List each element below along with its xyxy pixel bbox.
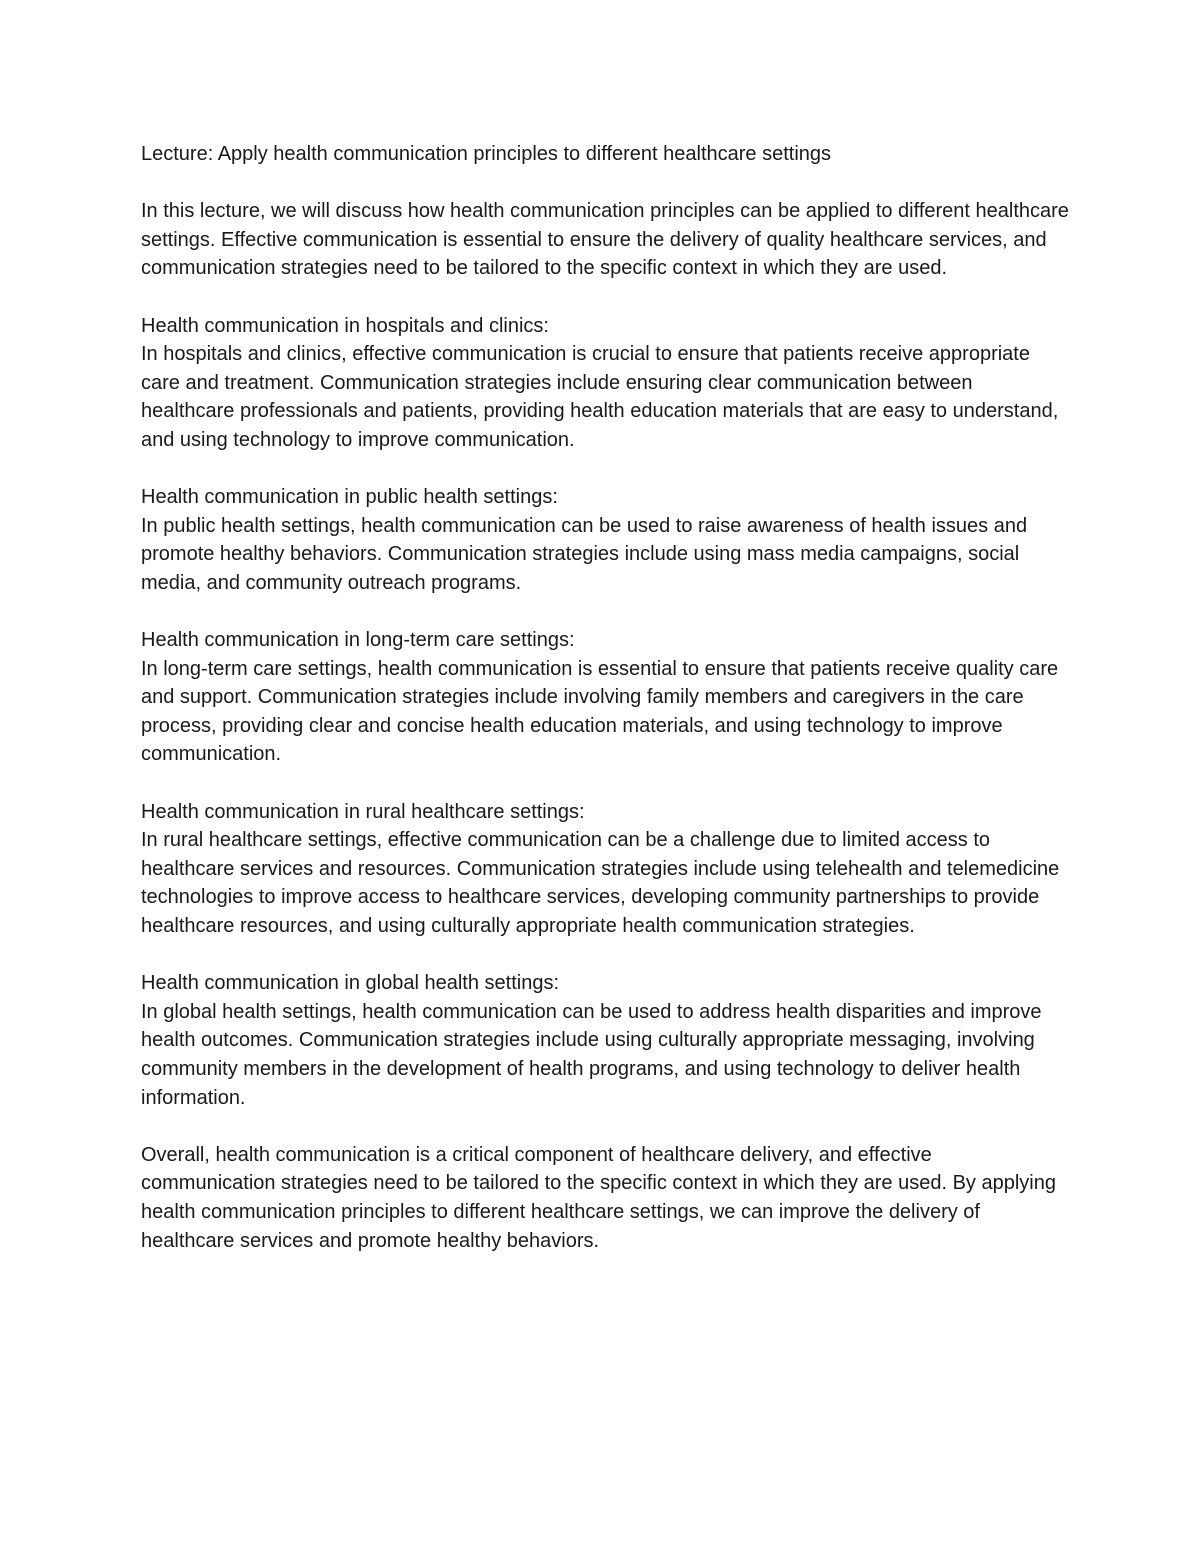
section-body: In hospitals and clinics, effective communication is crucial to ensure that patients receive appropriate care and treatment. Communication strategies include ensuring clear communication between healthcare professionals and patients, providing health education materials that are easy to understand, and using technology to improve communication. [141,343,1059,451]
section-body: In long-term care settings, health communication is essential to ensure that patients receive quality care and support. Communication strategies include involving family members and caregivers in the care process, providing clear and concise health education materials, and using technology to improve communication. [141,657,1059,766]
section-heading: Health communication in public health settings: [141,486,558,509]
closing-paragraph [141,1141,1071,1255]
section-heading: Health communication in global health settings: [141,972,560,995]
document-title: Lecture: Apply health communication principles to different healthcare settings [141,143,832,165]
section-heading: Health communication in long-term care settings: [141,629,575,652]
section-heading: Health communication in hospitals and clinics: [141,314,549,337]
section-body: In global health settings, health communication can be used to address health disparities and improve health outcomes. Communication strategies include using culturally appropriate messaging, involving community members in the development of health programs, and using technology to deliver health information. [141,1000,1042,1109]
intro-paragraph [141,197,1071,283]
section-long-term-care [141,626,1071,769]
section-global-health [141,969,1071,1112]
section-heading: Health communication in rural healthcare settings: [141,800,585,823]
section-public-health [141,483,1071,597]
section-rural-healthcare [141,798,1071,941]
title-paragraph [141,140,1071,169]
section-body: In rural healthcare settings, effective communication can be a challenge due to limited access to healthcare services and resources. Communication strategies include using telehealth and telemedicine technologies to improve access to healthcare services, developing community partnerships to provide healthcare resources, and using culturally appropriate health communication strategies. [141,829,1060,938]
intro-text: In this lecture, we will discuss how health communication principles can be applied to different healthcare settings. Effective communication is essential to ensure the delivery of quality healthcare services, and communication strategies need to be tailored to the specific context in which they are used. [141,200,1069,280]
document-page [141,140,1071,1284]
closing-text: Overall, health communication is a critical component of healthcare delivery, and effective communication strategies need to be tailored to the specific context in which they are used. By applying health communication principles to different healthcare settings, we can improve the delivery of healthcare services and promote healthy behaviors. [141,1143,1056,1252]
section-hospitals-clinics [141,312,1071,455]
section-body: In public health settings, health communication can be used to raise awareness of health issues and promote healthy behaviors. Communication strategies include using mass media campaigns, social media, and community outreach programs. [141,514,1028,594]
